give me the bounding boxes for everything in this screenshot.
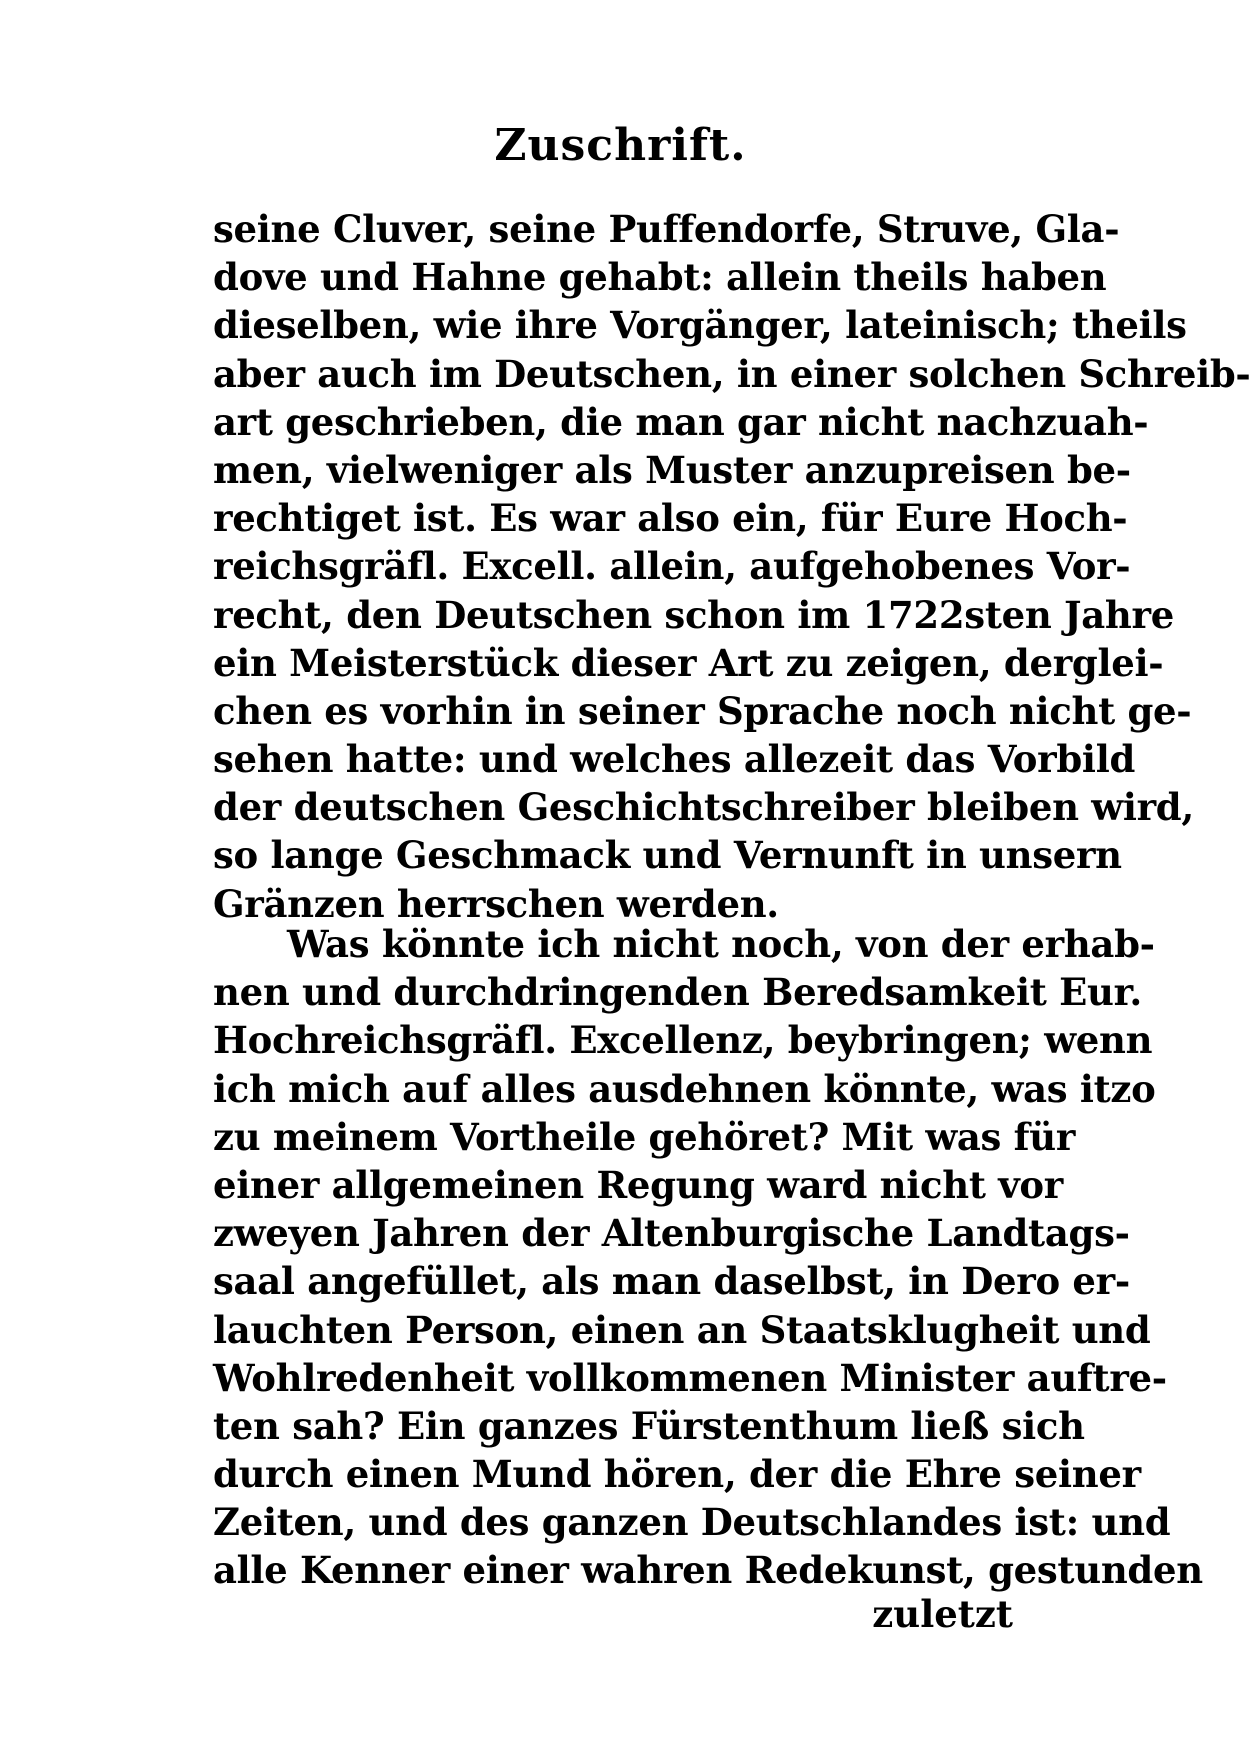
text-line: dieselben, wie ihre Vorgänger, lateinisch; theils	[213, 303, 1187, 348]
text-line: zu meinem Vortheile gehöret? Mit was für	[213, 1114, 1076, 1159]
text-line: so lange Geschmack und Vernunft in unsern	[213, 833, 1122, 878]
text-line: Wohlredenheit vollkommenen Minister auftre-	[213, 1355, 1167, 1400]
text-line: alle Kenner einer wahren Redekunst, gestunden	[213, 1548, 1203, 1593]
text-line: ein Meisterstück dieser Art zu zeigen, derglei-	[213, 640, 1164, 685]
running-head: Zuschrift.	[494, 120, 747, 171]
text-line: einer allgemeinen Regung ward nicht vor	[213, 1162, 1063, 1207]
text-line: chen es vorhin in seiner Sprache noch nicht ge-	[213, 688, 1192, 733]
text-line: zweyen Jahren der Altenburgische Landtags-	[213, 1211, 1130, 1256]
text-line: sehen hatte: und welches allezeit das Vorbild	[213, 737, 1136, 782]
text-line: ich mich auf alles ausdehnen könnte, was itzo	[213, 1066, 1156, 1111]
catchword: zuletzt	[872, 1592, 1013, 1636]
text-line: dove und Hahne gehabt: allein theils haben	[213, 255, 1107, 300]
text-line: nen und durchdringenden Beredsamkeit Eur.	[213, 970, 1142, 1015]
text-line: recht, den Deutschen schon im 1722sten Jahre	[213, 592, 1174, 637]
text-line: lauchten Person, einen an Staatsklugheit und	[213, 1307, 1151, 1352]
text-line: art geschrieben, die man gar nicht nachzuah-	[213, 399, 1149, 444]
text-line: ten sah? Ein ganzes Fürstenthum ließ sich	[213, 1403, 1085, 1448]
text-line: der deutschen Geschichtschreiber bleiben wird,	[213, 785, 1194, 830]
text-line: Hochreichsgräfl. Excellenz, beybringen; wenn	[213, 1018, 1153, 1063]
text-line: seine Cluver, seine Puffendorfe, Struve, Gla-	[213, 207, 1120, 251]
text-line: rechtiget ist. Es war also ein, für Eure Hoch-	[213, 496, 1128, 541]
text-line: Zeiten, und des ganzen Deutschlandes ist: und	[213, 1500, 1171, 1545]
text-line: reichsgräfl. Excell. allein, aufgehobenes Vor-	[213, 544, 1131, 589]
text-line: saal angefüllet, als man daselbst, in Dero er-	[213, 1259, 1130, 1304]
text-line: Was könnte ich nicht noch, von der erhab-	[287, 922, 1155, 966]
text-line: durch einen Mund hören, der die Ehre seiner	[213, 1452, 1141, 1497]
text-line: aber auch im Deutschen, in einer solchen Schreib-	[213, 351, 1250, 396]
text-line: men, vielweniger als Muster anzupreisen be-	[213, 447, 1131, 492]
text-line: Gränzen herrschen werden.	[213, 881, 779, 926]
paragraph-1	[213, 205, 1250, 928]
paragraph-2	[213, 920, 1203, 1595]
